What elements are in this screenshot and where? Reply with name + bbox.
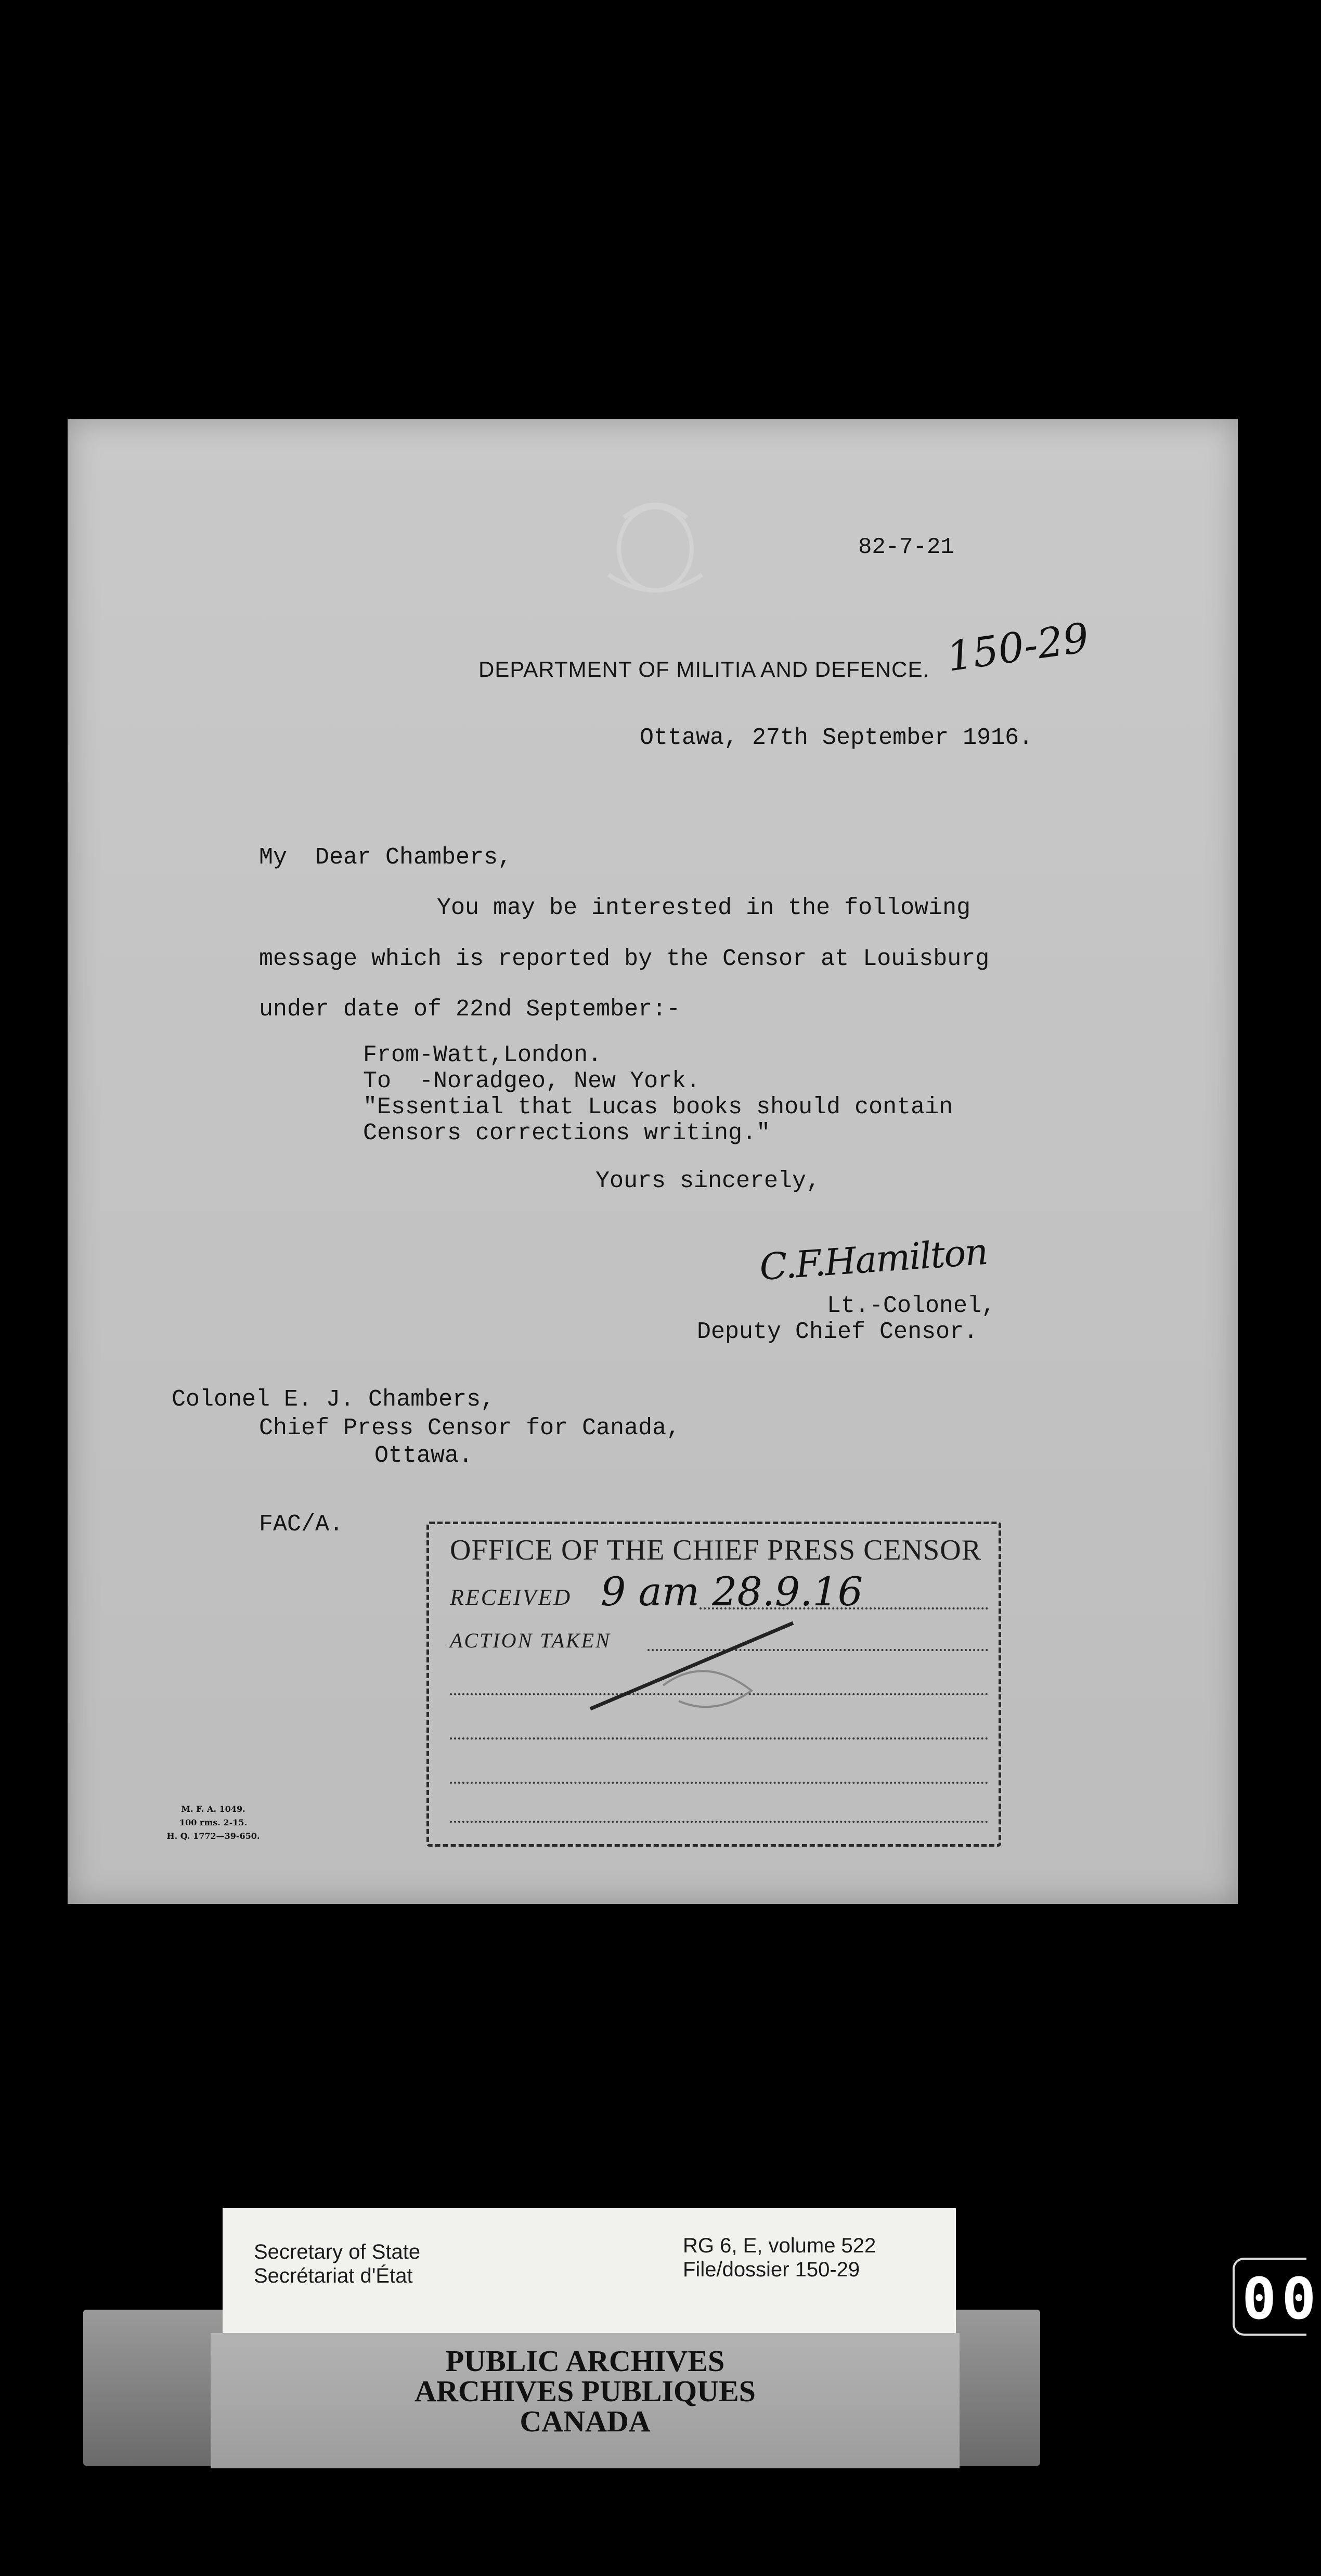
typist-initials: FAC/A. bbox=[259, 1511, 344, 1538]
stamp-dotted-line bbox=[450, 1821, 988, 1823]
quote-line: Censors corrections writing." bbox=[363, 1120, 771, 1147]
action-label: ACTION TAKEN bbox=[450, 1629, 611, 1652]
addressee-line: Colonel E. J. Chambers, bbox=[172, 1386, 495, 1413]
addressee-line: Ottawa. bbox=[374, 1442, 473, 1469]
public-archives-band bbox=[211, 2333, 960, 2468]
stamp-dotted-line bbox=[450, 1782, 988, 1784]
signer-title: Deputy Chief Censor. bbox=[697, 1319, 978, 1345]
label-agency-fr: Secrétariat d'État bbox=[254, 2264, 413, 2287]
label-agency-en: Secretary of State bbox=[254, 2240, 421, 2263]
band-line: CANADA bbox=[520, 2404, 651, 2438]
quote-line: "Essential that Lucas books should contain bbox=[363, 1094, 953, 1120]
received-label: RECEIVED bbox=[450, 1585, 572, 1610]
received-stamp bbox=[426, 1522, 1001, 1847]
quote-line: From-Watt,London. bbox=[363, 1042, 602, 1068]
body-line: under date of 22nd September:- bbox=[259, 996, 681, 1023]
stamp-dotted-line bbox=[700, 1607, 988, 1609]
frame-number: 00 bbox=[1233, 2258, 1306, 2336]
signer-rank: Lt.-Colonel, bbox=[827, 1293, 996, 1319]
form-number-line: M. F. A. 1049. bbox=[181, 1804, 245, 1814]
pen-strike-mark bbox=[585, 1613, 804, 1717]
form-number-line: H. Q. 1772—39-650. bbox=[166, 1831, 260, 1841]
stamp-dotted-line bbox=[450, 1737, 988, 1740]
quote-line: To -Noradgeo, New York. bbox=[363, 1068, 701, 1094]
form-number bbox=[146, 1802, 281, 1843]
signature: C.F.Hamilton bbox=[758, 1230, 989, 1289]
label-record-group: RG 6, E, volume 522 bbox=[683, 2234, 876, 2257]
handwritten-file-number: 150-29 bbox=[944, 614, 1092, 681]
band-line: PUBLIC ARCHIVES bbox=[445, 2344, 725, 2378]
received-handwritten: 9 am 28.9.16 bbox=[601, 1568, 863, 1615]
closing: Yours sincerely, bbox=[595, 1168, 821, 1194]
body-line: You may be interested in the following bbox=[437, 895, 971, 921]
band-line: ARCHIVES PUBLIQUES bbox=[415, 2374, 756, 2408]
reference-number: 82-7-21 bbox=[858, 534, 954, 560]
stamp-title: OFFICE OF THE CHIEF PRESS CENSOR bbox=[450, 1534, 982, 1566]
dateline: Ottawa, 27th September 1916. bbox=[640, 725, 1033, 751]
crest-watermark bbox=[593, 497, 718, 601]
department-heading: DEPARTMENT OF MILITIA AND DEFENCE. bbox=[478, 657, 930, 681]
letter-page bbox=[68, 419, 1238, 1904]
salutation: My Dear Chambers, bbox=[259, 844, 512, 871]
body-line: message which is reported by the Censor at Louisburg bbox=[259, 946, 990, 972]
label-file: File/dossier 150-29 bbox=[683, 2258, 860, 2281]
addressee-line: Chief Press Censor for Canada, bbox=[259, 1415, 681, 1441]
form-number-line: 100 rms. 2-15. bbox=[179, 1818, 248, 1827]
